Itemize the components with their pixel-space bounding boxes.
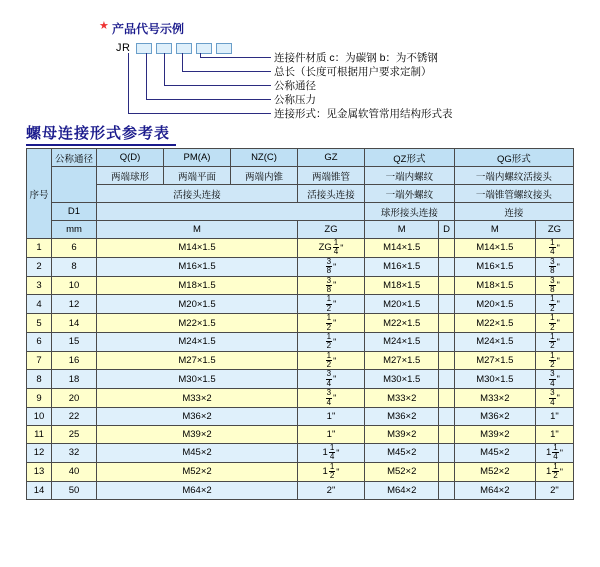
cell-qg-zg: 1 $\frac{1}{2}$ " xyxy=(535,462,573,481)
table-header-row-4 xyxy=(27,203,574,221)
cell-qz-m: M30×1.5 xyxy=(365,370,439,389)
cell-qz-d xyxy=(439,389,454,408)
cell-qg-m: M18×1.5 xyxy=(454,276,535,295)
col-header-gz-thread-ZG: ZG xyxy=(298,221,365,239)
table-row xyxy=(27,295,574,314)
cell-qg-m: M52×2 xyxy=(454,462,535,481)
cell-index: 6 xyxy=(27,332,52,351)
cell-qg-zg: $\frac{3}{4}$ " xyxy=(535,389,573,408)
code-prefix: JR xyxy=(116,42,131,54)
col-header-qg-ZG: ZG xyxy=(535,221,573,239)
cell-qz-m: M27×1.5 xyxy=(365,351,439,370)
cell-q-thread: M27×1.5 xyxy=(97,351,298,370)
cell-qg-m: M24×1.5 xyxy=(454,332,535,351)
legend-title: 产品代号示例 xyxy=(112,22,185,36)
cell-q-thread: M14×1.5 xyxy=(97,239,298,258)
cell-dn: 12 xyxy=(52,295,97,314)
col-header-qz-M: M xyxy=(365,221,439,239)
cell-qg-m: M33×2 xyxy=(454,389,535,408)
cell-q-thread: M36×2 xyxy=(97,408,298,426)
cell-qz-m: M39×2 xyxy=(365,426,439,444)
table-row xyxy=(27,314,574,333)
cell-qg-zg: 1" xyxy=(535,426,573,444)
cell-qz-d xyxy=(439,295,454,314)
col-header-qz-ball: 球形接头连接 xyxy=(365,203,455,221)
cell-qg-m: M64×2 xyxy=(454,481,535,499)
cell-qg-zg: $\frac{3}{4}$ " xyxy=(535,370,573,389)
cell-dn: 50 xyxy=(52,481,97,499)
col-header-pm: PM(A) xyxy=(164,149,231,167)
cell-qg-zg: $\frac{1}{2}$ " xyxy=(535,351,573,370)
col-header-qg-type: 一端内螺纹活接头 xyxy=(454,167,573,185)
cell-qg-m: M16×1.5 xyxy=(454,257,535,276)
cell-gz-thread: 1 $\frac{1}{2}$ " xyxy=(298,462,365,481)
col-header-blank xyxy=(97,203,365,221)
cell-index: 7 xyxy=(27,351,52,370)
legend-note-5: 连接形式：见金属软管常用结构形式表 xyxy=(274,108,453,120)
cell-qg-m: M14×1.5 xyxy=(454,239,535,258)
cell-qz-m: M14×1.5 xyxy=(365,239,439,258)
cell-gz-thread: $\frac{1}{2}$ " xyxy=(298,351,365,370)
cell-qg-m: M20×1.5 xyxy=(454,295,535,314)
col-header-mm: mm xyxy=(52,221,97,239)
cell-qz-d xyxy=(439,444,454,463)
cell-index: 12 xyxy=(27,444,52,463)
cell-qz-d xyxy=(439,426,454,444)
cell-qz-d xyxy=(439,351,454,370)
cell-q-thread: M33×2 xyxy=(97,389,298,408)
page-title: 螺母连接形式参考表 xyxy=(26,125,171,142)
cell-qg-zg: $\frac{3}{8}$ " xyxy=(535,257,573,276)
cell-dn: 32 xyxy=(52,444,97,463)
cell-qz-d xyxy=(439,257,454,276)
cell-q-thread: M45×2 xyxy=(97,444,298,463)
col-header-qg-conn: 连接 xyxy=(454,203,573,221)
legend-note-3: 公称通径 xyxy=(274,80,316,92)
cell-qg-m: M22×1.5 xyxy=(454,314,535,333)
col-header-dn-note xyxy=(52,167,97,203)
cell-qz-m: M33×2 xyxy=(365,389,439,408)
cell-qz-m: M18×1.5 xyxy=(365,276,439,295)
table-row xyxy=(27,462,574,481)
table-header-row-3 xyxy=(27,185,574,203)
cell-dn: 8 xyxy=(52,257,97,276)
cell-gz-thread: 2" xyxy=(298,481,365,499)
cell-q-thread: M18×1.5 xyxy=(97,276,298,295)
cell-qz-m: M36×2 xyxy=(365,408,439,426)
cell-qz-m: M20×1.5 xyxy=(365,295,439,314)
cell-dn: 14 xyxy=(52,314,97,333)
cell-qg-zg: $\frac{1}{4}$ " xyxy=(535,239,573,258)
product-code-legend xyxy=(0,0,600,118)
cell-q-thread: M24×1.5 xyxy=(97,332,298,351)
cell-qz-d xyxy=(439,314,454,333)
cell-qz-d xyxy=(439,481,454,499)
col-header-pm-type: 两端平面 xyxy=(164,167,231,185)
table-row xyxy=(27,426,574,444)
col-header-qz-D: D xyxy=(439,221,454,239)
cell-q-thread: M20×1.5 xyxy=(97,295,298,314)
table-row xyxy=(27,351,574,370)
cell-dn: 6 xyxy=(52,239,97,258)
cell-gz-thread: $\frac{1}{2}$ " xyxy=(298,332,365,351)
cell-qg-zg: 1 $\frac{1}{4}$ " xyxy=(535,444,573,463)
cell-q-thread: M16×1.5 xyxy=(97,257,298,276)
cell-q-thread: M52×2 xyxy=(97,462,298,481)
col-header-qz: QZ形式 xyxy=(365,149,455,167)
cell-qg-zg: $\frac{1}{2}$ " xyxy=(535,295,573,314)
cell-qg-zg: $\frac{3}{8}$ " xyxy=(535,276,573,295)
table-heading-block xyxy=(26,122,176,146)
col-header-gz-connection: 活接头连接 xyxy=(298,185,365,203)
cell-qg-m: M30×1.5 xyxy=(454,370,535,389)
cell-gz-thread: 1" xyxy=(298,408,365,426)
col-header-qg-thread: 一端锥管螺纹接头 xyxy=(454,185,573,203)
col-header-q-connection: 活接头连接 xyxy=(97,185,298,203)
table-row xyxy=(27,408,574,426)
cell-gz-thread: $\frac{3}{4}$ " xyxy=(298,389,365,408)
cell-qz-d xyxy=(439,332,454,351)
col-header-nz: NZ(C) xyxy=(231,149,298,167)
cell-qz-m: M16×1.5 xyxy=(365,257,439,276)
cell-qz-m: M45×2 xyxy=(365,444,439,463)
cell-dn: 10 xyxy=(52,276,97,295)
cell-gz-thread: ZG $\frac{1}{4}$ " xyxy=(298,239,365,258)
table-row xyxy=(27,257,574,276)
cell-dn: 15 xyxy=(52,332,97,351)
col-header-qz-type: 一端内螺纹 xyxy=(365,167,455,185)
cell-qg-m: M45×2 xyxy=(454,444,535,463)
cell-qg-zg: $\frac{1}{2}$ " xyxy=(535,332,573,351)
col-header-dn: 公称通径 xyxy=(52,149,97,167)
cell-qz-d xyxy=(439,239,454,258)
cell-qz-m: M64×2 xyxy=(365,481,439,499)
cell-dn: 22 xyxy=(52,408,97,426)
cell-q-thread: M64×2 xyxy=(97,481,298,499)
cell-index: 8 xyxy=(27,370,52,389)
cell-gz-thread: 1" xyxy=(298,426,365,444)
col-header-gz: GZ xyxy=(298,149,365,167)
table-header-row-5 xyxy=(27,221,574,239)
col-header-nz-type: 两端内锥 xyxy=(231,167,298,185)
cell-dn: 40 xyxy=(52,462,97,481)
cell-qg-m: M36×2 xyxy=(454,408,535,426)
cell-qg-m: M27×1.5 xyxy=(454,351,535,370)
cell-gz-thread: $\frac{3}{8}$ " xyxy=(298,276,365,295)
table-row xyxy=(27,444,574,463)
col-header-qg-M: M xyxy=(454,221,535,239)
cell-gz-thread: $\frac{3}{8}$ " xyxy=(298,257,365,276)
cell-qg-zg: 2" xyxy=(535,481,573,499)
col-header-qz-thread: 一端外螺纹 xyxy=(365,185,455,203)
cell-qz-m: M22×1.5 xyxy=(365,314,439,333)
legend-note-1: 连接件材质 c：为碳钢 b：为不锈钢 xyxy=(274,52,438,64)
table-row xyxy=(27,481,574,499)
cell-dn: 18 xyxy=(52,370,97,389)
table-header-row-2 xyxy=(27,167,574,185)
legend-note-4: 公称压力 xyxy=(274,94,316,106)
col-header-q: Q(D) xyxy=(97,149,164,167)
cell-index: 13 xyxy=(27,462,52,481)
table-row xyxy=(27,239,574,258)
cell-q-thread: M39×2 xyxy=(97,426,298,444)
cell-index: 10 xyxy=(27,408,52,426)
col-header-q-thread-M: M xyxy=(97,221,298,239)
cell-qz-d xyxy=(439,462,454,481)
col-header-index: 序号 xyxy=(27,149,52,239)
cell-gz-thread: $\frac{3}{4}$ " xyxy=(298,370,365,389)
table-row xyxy=(27,276,574,295)
cell-qz-d xyxy=(439,408,454,426)
cell-gz-thread: $\frac{1}{2}$ " xyxy=(298,314,365,333)
col-header-d1: D1 xyxy=(52,203,97,221)
cell-index: 11 xyxy=(27,426,52,444)
cell-gz-thread: 1 $\frac{1}{4}$ " xyxy=(298,444,365,463)
table-row xyxy=(27,389,574,408)
cell-q-thread: M30×1.5 xyxy=(97,370,298,389)
cell-index: 14 xyxy=(27,481,52,499)
cell-qg-m: M39×2 xyxy=(454,426,535,444)
table-header-row-1 xyxy=(27,149,574,167)
col-header-gz-type: 两端锥管 xyxy=(298,167,365,185)
cell-q-thread: M22×1.5 xyxy=(97,314,298,333)
legend-note-2: 总长（长度可根据用户要求定制） xyxy=(274,66,432,78)
cell-dn: 25 xyxy=(52,426,97,444)
cell-index: 2 xyxy=(27,257,52,276)
table-body xyxy=(27,239,574,500)
table-header xyxy=(27,149,574,239)
cell-qz-m: M24×1.5 xyxy=(365,332,439,351)
cell-qg-zg: $\frac{1}{2}$ " xyxy=(535,314,573,333)
cell-qz-m: M52×2 xyxy=(365,462,439,481)
cell-index: 4 xyxy=(27,295,52,314)
cell-qz-d xyxy=(439,276,454,295)
cell-qg-zg: 1" xyxy=(535,408,573,426)
star-icon: ★ xyxy=(99,20,109,32)
cell-dn: 20 xyxy=(52,389,97,408)
cell-index: 1 xyxy=(27,239,52,258)
cell-index: 9 xyxy=(27,389,52,408)
table-row xyxy=(27,332,574,351)
col-header-q-type: 两端球形 xyxy=(97,167,164,185)
col-header-qg: QG形式 xyxy=(454,149,573,167)
nut-connection-table xyxy=(26,148,574,500)
cell-index: 3 xyxy=(27,276,52,295)
cell-dn: 16 xyxy=(52,351,97,370)
table-row xyxy=(27,370,574,389)
leader-line-5 xyxy=(128,53,271,114)
heading-underline xyxy=(26,144,176,146)
cell-gz-thread: $\frac{1}{2}$ " xyxy=(298,295,365,314)
cell-qz-d xyxy=(439,370,454,389)
cell-index: 5 xyxy=(27,314,52,333)
